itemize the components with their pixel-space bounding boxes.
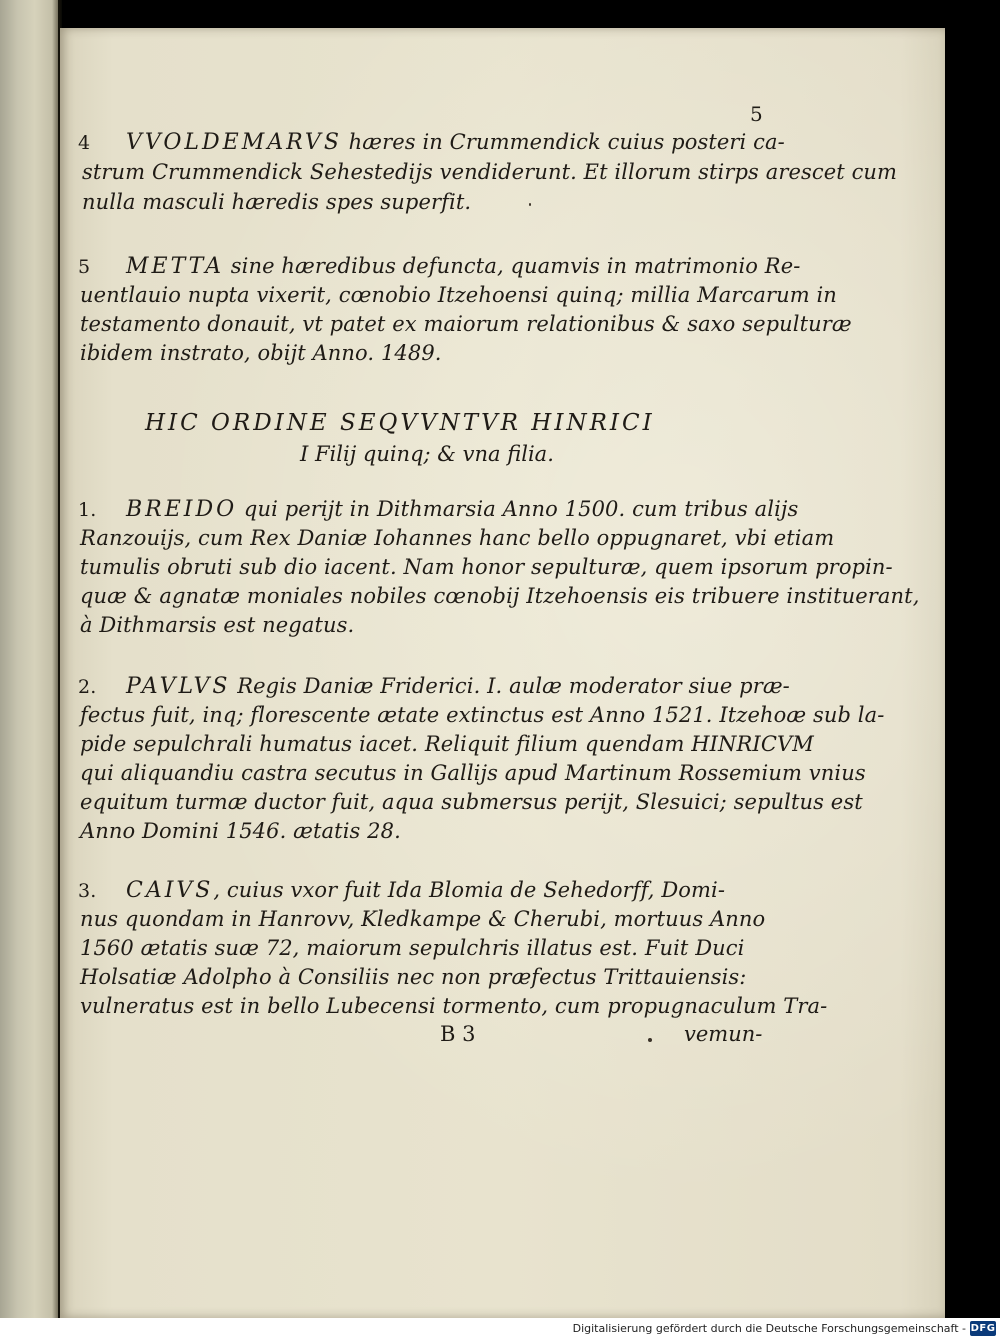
entry-text: , cuius vxor fuit Ida Blomia de Sehedorff, Domi-: [213, 878, 726, 902]
scan-background: [945, 28, 1000, 1318]
son-1-line-5: à Dithmarsis est negatus.: [80, 613, 355, 637]
entry-5-line-2: uentlauio nupta vixerit, cœnobio Itzehoensi quinq; millia Marcarum in: [80, 283, 837, 307]
entry-number: 3.: [78, 880, 97, 902]
entry-5-line-1: [78, 254, 800, 279]
son-2-line-3: pide sepulchrali humatus iacet. Reliquit filium quendam HINRICVM: [80, 732, 814, 756]
son-2-line-6: Anno Domini 1546. ætatis 28.: [80, 819, 401, 843]
son-1-line-1: [78, 497, 798, 522]
entry-text: qui perijt in Dithmarsia Anno 1500. cum tribus alijs: [237, 497, 799, 521]
entry-5-line-4: ibidem instrato, obijt Anno. 1489.: [80, 341, 442, 365]
son-3-line-5: vulneratus est in bello Lubecensi tormento, cum propugnaculum Tra-: [80, 994, 828, 1018]
son-2-line-2: fectus fuit, inq; florescente ætate extinctus est Anno 1521. Itzehoæ sub la-: [80, 703, 885, 727]
son-1-line-4: quæ & agnatæ moniales nobiles cœnobij Itzehoensis eis tribuere instituerant,: [80, 584, 920, 608]
entry-number: 2.: [78, 676, 97, 698]
entry-name: BREIDO: [126, 497, 238, 522]
entry-text: hæres in Crummendick cuius posteri ca-: [341, 130, 785, 154]
facing-page-edge: [0, 0, 58, 1318]
entry-text: sine hæredibus defuncta, quamvis in matrimonio Re-: [224, 254, 801, 278]
signature-mark: B 3: [440, 1022, 476, 1046]
entry-number: 4: [78, 132, 91, 154]
son-1-line-2: Ranzouijs, cum Rex Daniæ Iohannes hanc bello oppugnaret, vbi etiam: [80, 526, 835, 550]
catchword: vemun-: [684, 1022, 763, 1046]
son-2-line-1: [78, 674, 790, 699]
scanned-page: [60, 28, 945, 1318]
son-3-line-1: [78, 878, 725, 903]
entry-number: 1.: [78, 499, 97, 521]
entry-name: PAVLVS: [126, 674, 231, 699]
entry-number: 5: [78, 256, 91, 278]
entry-text: Regis Daniæ Friderici. I. aulæ moderator siue præ-: [230, 674, 790, 698]
page-number: 5: [750, 102, 763, 126]
son-3-line-2: nus quondam in Hanrovv, Kledkampe & Cherubi, mortuus Anno: [80, 907, 766, 931]
entry-name: CAIVS: [126, 878, 214, 903]
dfg-logo: DFG: [970, 1323, 996, 1334]
son-2-line-4: qui aliquandiu castra secutus in Gallijs apud Martinum Rossemium vnius: [80, 761, 866, 785]
son-3-line-4: Holsatiæ Adolpho à Consiliis nec non præfectus Trittauiensis:: [80, 965, 747, 989]
entry-4-line-1: [78, 130, 785, 155]
paper-speck: [648, 1038, 652, 1042]
entry-4-line-2: strum Crummendick Sehestedijs vendiderunt. Et illorum stirps arescet cum: [82, 160, 898, 184]
son-2-line-5: equitum turmæ ductor fuit, aqua submersus perijt, Slesuici; sepultus est: [80, 790, 863, 814]
entry-name: METTA: [126, 254, 225, 279]
entry-name: VVOLDEMARVS: [126, 130, 342, 155]
son-1-line-3: tumulis obruti sub dio iacent. Nam honor sepulturæ, quem ipsorum propin-: [80, 555, 893, 579]
paper-speck: [529, 203, 531, 206]
entry-4-line-3: nulla masculi hæredis spes superfit.: [82, 190, 472, 214]
section-subheading: I Filij quinq; & vna filia.: [300, 442, 554, 466]
son-3-line-3: 1560 ætatis suæ 72, maiorum sepulchris illatus est. Fuit Duci: [80, 936, 745, 960]
section-heading: HIC ORDINE SEQVVNTVR HINRICI: [145, 410, 655, 436]
entry-5-line-3: testamento donauit, vt patet ex maiorum relationibus & saxo sepulturæ: [80, 312, 852, 336]
funding-credit: Digitalisierung gefördert durch die Deutsche Forschungsgemeinschaft -: [572, 1322, 966, 1335]
